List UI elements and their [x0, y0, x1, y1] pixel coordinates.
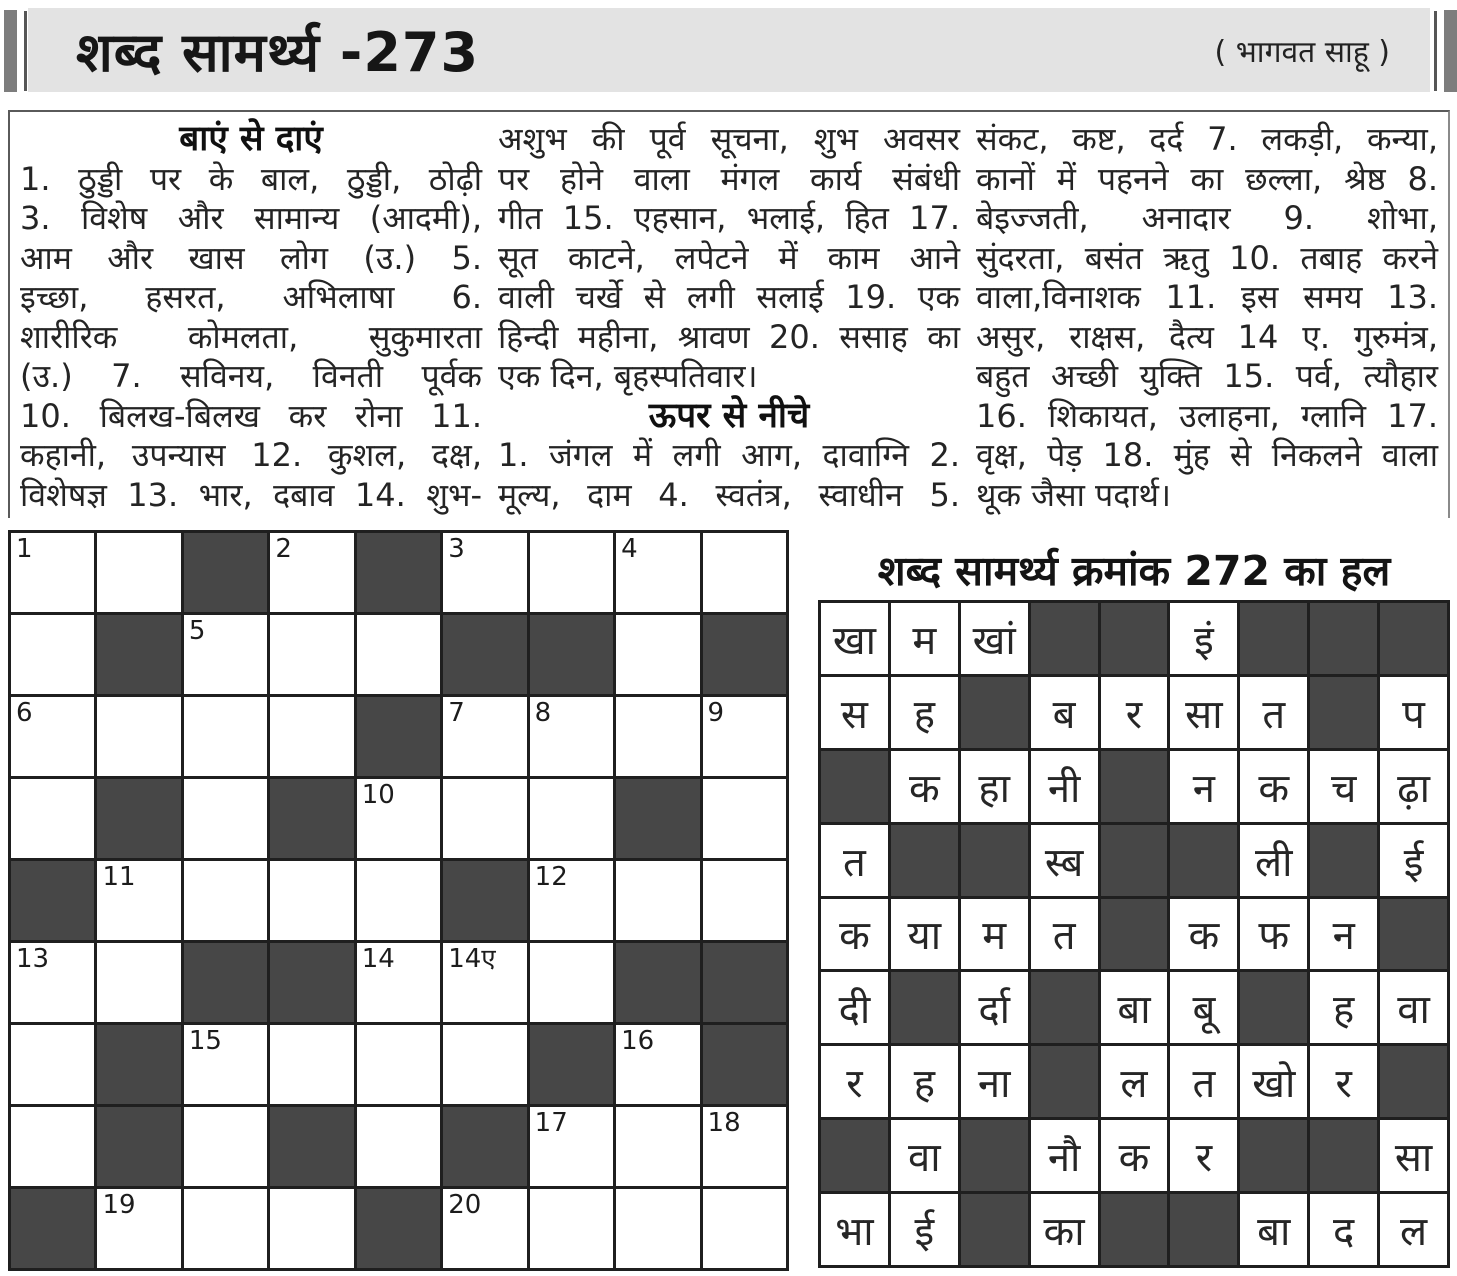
- clues-section: [8, 110, 1450, 518]
- puzzle-block-cell: [616, 779, 699, 858]
- clue-line: सूत काटने, लपेटने में काम आने: [498, 238, 960, 277]
- puzzle-cell[interactable]: [616, 697, 699, 776]
- solution-letter-cell: हा: [961, 751, 1028, 822]
- solution-letter-cell: बू: [1170, 972, 1237, 1043]
- solution-letter-cell: सा: [1170, 677, 1237, 748]
- solution-block-cell: [1240, 603, 1307, 674]
- solution-letter-cell: म: [961, 899, 1028, 970]
- clue-number: 7: [448, 698, 465, 728]
- puzzle-cell[interactable]: [530, 697, 613, 776]
- puzzle-block-cell: [530, 1025, 613, 1104]
- clue-number: 6: [16, 698, 33, 728]
- puzzle-cell[interactable]: [357, 943, 440, 1022]
- puzzle-cell[interactable]: [270, 861, 353, 940]
- solution-letter-cell: का: [1031, 1194, 1098, 1265]
- clue-number: 10: [361, 780, 395, 810]
- puzzle-block-cell: [357, 533, 440, 612]
- solution-letter-cell: वा: [1380, 972, 1447, 1043]
- clue-number: 3: [448, 534, 465, 564]
- puzzle-block-cell: [357, 697, 440, 776]
- puzzle-cell[interactable]: [11, 779, 94, 858]
- clue-number: 18: [707, 1108, 741, 1138]
- clue-line: इच्छा, हसरत, अभिलाषा 6.: [20, 278, 482, 316]
- solution-letter-cell: वा: [891, 1120, 958, 1191]
- clue-number: 2: [275, 534, 292, 564]
- solution-letter-cell: फ: [1240, 899, 1307, 970]
- puzzle-cell[interactable]: [184, 1107, 267, 1186]
- solution-letter-cell: सा: [1380, 1120, 1447, 1191]
- puzzle-cell[interactable]: [270, 697, 353, 776]
- puzzle-cell[interactable]: [530, 533, 613, 612]
- solution-block-cell: [1101, 825, 1168, 896]
- solution-letter-cell: ली: [1240, 825, 1307, 896]
- clue-line: शारीरिक कोमलता, सुकुमारता: [20, 317, 482, 356]
- solution-letter-cell: खा: [821, 603, 888, 674]
- puzzle-cell[interactable]: [97, 697, 180, 776]
- solution-letter-cell: या: [891, 899, 958, 970]
- clue-line: 1. ठुड्डी पर के बाल, ठुड्डी, ठोढ़ी: [20, 159, 482, 198]
- puzzle-block-cell: [357, 1189, 440, 1268]
- puzzle-cell[interactable]: [270, 615, 353, 694]
- solution-block-cell: [891, 972, 958, 1043]
- clue-line: 3. विशेष और सामान्य (आदमी),: [20, 199, 482, 237]
- clue-line: अशुभ की पूर्व सूचना, शुभ अवसर: [498, 120, 960, 158]
- clue-number: 13: [16, 944, 50, 974]
- solution-letter-cell: र: [1101, 677, 1168, 748]
- clue-column-1: [20, 120, 482, 518]
- solution-block-cell: [1240, 1120, 1307, 1191]
- clue-number: 14ए: [448, 944, 496, 974]
- solution-letter-cell: बा: [1101, 972, 1168, 1043]
- puzzle-cell[interactable]: [616, 1025, 699, 1104]
- puzzle-cell[interactable]: [357, 615, 440, 694]
- puzzle-cell[interactable]: [270, 1025, 353, 1104]
- puzzle-cell[interactable]: [616, 1107, 699, 1186]
- clue-column-2: [498, 120, 960, 518]
- puzzle-cell[interactable]: [184, 615, 267, 694]
- clue-line: गीत 15. एहसान, भलाई, हित 17.: [498, 199, 960, 237]
- solution-letter-cell: र: [821, 1046, 888, 1117]
- puzzle-cell[interactable]: [530, 1189, 613, 1268]
- solution-block-cell: [1310, 1120, 1377, 1191]
- puzzle-cell[interactable]: [443, 1025, 526, 1104]
- puzzle-cell[interactable]: [530, 779, 613, 858]
- clue-line: थूक जैसा पदार्थ।: [976, 475, 1172, 514]
- clue-number: 15: [188, 1026, 222, 1056]
- page-edge-rule-right: [1434, 11, 1437, 91]
- clue-line: संकट, कष्ट, दर्द 7. लकड़ी, कन्या,: [976, 120, 1438, 158]
- solution-letter-cell: दी: [821, 972, 888, 1043]
- puzzle-cell[interactable]: [270, 1189, 353, 1268]
- puzzle-cell[interactable]: [11, 533, 94, 612]
- puzzle-block-cell: [11, 861, 94, 940]
- clue-number: 11: [102, 862, 136, 892]
- clue-line: 1. जंगल में लगी आग, दावाग्नि 2.: [498, 436, 960, 474]
- clue-line: 10. बिलख-बिलख कर रोना 11.: [20, 396, 482, 435]
- puzzle-block-cell: [443, 1107, 526, 1186]
- puzzle-cell[interactable]: [616, 1189, 699, 1268]
- solution-letter-cell: प: [1380, 677, 1447, 748]
- clue-number: 12: [534, 862, 568, 892]
- solution-letter-cell: ब: [1031, 677, 1098, 748]
- clue-column-3: [976, 120, 1438, 518]
- solution-letter-cell: ल: [1380, 1194, 1447, 1265]
- solution-letter-cell: द: [1310, 1194, 1377, 1265]
- puzzle-block-cell: [530, 615, 613, 694]
- puzzle-cell[interactable]: [11, 1107, 94, 1186]
- puzzle-cell[interactable]: [357, 1025, 440, 1104]
- solution-letter-cell: न: [1170, 751, 1237, 822]
- solution-letter-cell: ह: [891, 677, 958, 748]
- solution-letter-cell: इं: [1170, 603, 1237, 674]
- solution-letter-cell: क: [821, 899, 888, 970]
- solution-block-cell: [1101, 1194, 1168, 1265]
- clue-number: 19: [102, 1190, 136, 1220]
- puzzle-cell[interactable]: [530, 861, 613, 940]
- solution-title: शब्द सामर्थ्य क्रमांक 272 का हल: [877, 547, 1391, 595]
- puzzle-block-cell: [184, 533, 267, 612]
- solution-block-cell: [1170, 1194, 1237, 1265]
- solution-letter-cell: खो: [1240, 1046, 1307, 1117]
- puzzle-cell[interactable]: [703, 1107, 786, 1186]
- solution-letter-cell: नौ: [1031, 1120, 1098, 1191]
- solution-block-cell: [961, 1120, 1028, 1191]
- puzzle-cell[interactable]: [443, 1189, 526, 1268]
- page-edge-rule-left: [24, 11, 27, 91]
- solution-grid: [818, 600, 1450, 1268]
- puzzle-cell[interactable]: [97, 1189, 180, 1268]
- puzzle-cell[interactable]: [11, 697, 94, 776]
- solution-letter-cell: ना: [961, 1046, 1028, 1117]
- solution-letter-cell: त: [1031, 899, 1098, 970]
- puzzle-cell[interactable]: [443, 533, 526, 612]
- puzzle-cell[interactable]: [357, 861, 440, 940]
- puzzle-cell[interactable]: [97, 533, 180, 612]
- solution-letter-cell: ल: [1101, 1046, 1168, 1117]
- puzzle-cell[interactable]: [184, 1189, 267, 1268]
- puzzle-cell[interactable]: [616, 861, 699, 940]
- solution-block-cell: [1310, 825, 1377, 896]
- solution-block-cell: [961, 1194, 1028, 1265]
- clue-line: एक दिन, बृहस्पतिवार।: [498, 357, 758, 395]
- solution-block-cell: [1310, 603, 1377, 674]
- clue-heading: ऊपर से नीचे: [648, 395, 810, 436]
- solution-block-cell: [1170, 825, 1237, 896]
- clue-line: असुर, राक्षस, दैत्य 14 ए. गुरुमंत्र,: [976, 317, 1438, 356]
- solution-block-cell: [891, 825, 958, 896]
- clue-line: वाली चर्खे से लगी सलाई 19. एक: [498, 278, 960, 316]
- clue-line: सुंदरता, बसंत ऋतु 10. तबाह करने: [976, 238, 1438, 277]
- puzzle-cell[interactable]: [184, 779, 267, 858]
- page-title: शब्द सामर्थ्य -273: [76, 21, 480, 84]
- solution-letter-cell: भा: [821, 1194, 888, 1265]
- clue-line: मूल्य, दाम 4. स्वतंत्र, स्वाधीन 5.: [498, 475, 960, 514]
- puzzle-cell[interactable]: [11, 1025, 94, 1104]
- solution-letter-cell: ह: [1310, 972, 1377, 1043]
- solution-block-cell: [961, 677, 1028, 748]
- clue-line: कहानी, उपन्यास 12. कुशल, दक्ष,: [20, 436, 482, 474]
- solution-block-cell: [1380, 1046, 1447, 1117]
- solution-letter-cell: क: [1170, 899, 1237, 970]
- puzzle-block-cell: [97, 615, 180, 694]
- clue-number: 14: [361, 944, 395, 974]
- solution-letter-cell: ढ़ा: [1380, 751, 1447, 822]
- puzzle-cell[interactable]: [11, 615, 94, 694]
- puzzle-cell[interactable]: [443, 943, 526, 1022]
- puzzle-block-cell: [270, 943, 353, 1022]
- puzzle-cell[interactable]: [184, 861, 267, 940]
- clue-line: 16. शिकायत, उलाहना, ग्लानि 17.: [976, 396, 1438, 435]
- puzzle-block-cell: [270, 779, 353, 858]
- solution-letter-cell: र्दा: [961, 972, 1028, 1043]
- clue-line: (उ.) 7. सविनय, विनती पूर्वक: [20, 357, 482, 395]
- clue-heading: बाएं से दाएं: [179, 119, 323, 159]
- solution-letter-cell: स्ब: [1031, 825, 1098, 896]
- solution-block-cell: [1380, 603, 1447, 674]
- clue-number: 5: [188, 616, 206, 646]
- solution-block-cell: [1101, 751, 1168, 822]
- solution-letter-cell: त: [1170, 1046, 1237, 1117]
- puzzle-block-cell: [443, 861, 526, 940]
- solution-letter-cell: खां: [961, 603, 1028, 674]
- puzzle-cell[interactable]: [443, 779, 526, 858]
- puzzle-cell[interactable]: [703, 779, 786, 858]
- clue-number: 17: [534, 1108, 568, 1138]
- puzzle-cell[interactable]: [530, 943, 613, 1022]
- solution-letter-cell: म: [891, 603, 958, 674]
- clue-number: 20: [448, 1190, 482, 1220]
- clue-line: हिन्दी महीना, श्रावण 20. ससाह का: [498, 317, 960, 356]
- puzzle-cell[interactable]: [703, 533, 786, 612]
- puzzle-block-cell: [703, 943, 786, 1022]
- clue-number: 4: [621, 534, 638, 564]
- clue-line: बहुत अच्छी युक्ति 15. पर्व, त्यौहार: [976, 357, 1438, 395]
- puzzle-cell[interactable]: [530, 1107, 613, 1186]
- puzzle-cell[interactable]: [184, 1025, 267, 1104]
- puzzle-cell[interactable]: [616, 533, 699, 612]
- puzzle-block-cell: [616, 943, 699, 1022]
- solution-letter-cell: क: [1101, 1120, 1168, 1191]
- puzzle-block-cell: [11, 1189, 94, 1268]
- solution-block-cell: [1031, 1046, 1098, 1117]
- solution-letter-cell: ई: [1380, 825, 1447, 896]
- clue-line: आम और खास लोग (उ.) 5.: [20, 238, 482, 277]
- puzzle-block-cell: [703, 1025, 786, 1104]
- solution-letter-cell: न: [1310, 899, 1377, 970]
- puzzle-cell[interactable]: [616, 615, 699, 694]
- clue-line: कानों में पहनने का छल्ला, श्रेष्ठ 8.: [976, 159, 1438, 198]
- solution-letter-cell: क: [1240, 751, 1307, 822]
- puzzle-block-cell: [703, 615, 786, 694]
- solution-block-cell: [1380, 899, 1447, 970]
- solution-block-cell: [1240, 972, 1307, 1043]
- clue-number: 9: [707, 698, 725, 728]
- clue-number: 1: [16, 534, 33, 564]
- solution-block-cell: [1031, 972, 1098, 1043]
- clue-line: वृक्ष, पेड़ 18. मुंह से निकलने वाला: [976, 436, 1438, 474]
- solution-block-cell: [821, 751, 888, 822]
- puzzle-block-cell: [443, 615, 526, 694]
- puzzle-cell[interactable]: [443, 697, 526, 776]
- solution-letter-cell: स: [821, 677, 888, 748]
- puzzle-block-cell: [270, 1107, 353, 1186]
- clue-number: 8: [534, 698, 552, 728]
- puzzle-cell[interactable]: [703, 861, 786, 940]
- puzzle-cell[interactable]: [703, 697, 786, 776]
- clue-line: पर होने वाला मंगल कार्य संबंधी: [498, 159, 960, 198]
- solution-block-cell: [1310, 677, 1377, 748]
- solution-letter-cell: र: [1310, 1046, 1377, 1117]
- puzzle-cell[interactable]: [270, 533, 353, 612]
- solution-letter-cell: बा: [1240, 1194, 1307, 1265]
- solution-letter-cell: र: [1170, 1120, 1237, 1191]
- solution-letter-cell: ई: [891, 1194, 958, 1265]
- puzzle-block-cell: [184, 943, 267, 1022]
- puzzle-cell[interactable]: [97, 943, 180, 1022]
- puzzle-cell[interactable]: [357, 779, 440, 858]
- puzzle-block-cell: [97, 779, 180, 858]
- puzzle-block-cell: [97, 1107, 180, 1186]
- author-byline: ( भागवत साहू ): [1214, 34, 1390, 70]
- solution-letter-cell: क: [891, 751, 958, 822]
- solution-letter-cell: च: [1310, 751, 1377, 822]
- solution-block-cell: [961, 825, 1028, 896]
- puzzle-cell[interactable]: [357, 1107, 440, 1186]
- masthead: [28, 8, 1430, 92]
- clue-line: वाला,विनाशक 11. इस समय 13.: [976, 278, 1438, 316]
- clue-line: विशेषज्ञ 13. भार, दबाव 14. शुभ-: [20, 475, 482, 514]
- solution-letter-cell: ह: [891, 1046, 958, 1117]
- puzzle-cell[interactable]: [184, 697, 267, 776]
- puzzle-cell[interactable]: [703, 1189, 786, 1268]
- puzzle-block-cell: [97, 1025, 180, 1104]
- clue-line: बेइज्जती, अनादार 9. शोभा,: [976, 199, 1438, 237]
- puzzle-cell[interactable]: [97, 861, 180, 940]
- puzzle-grid: [8, 530, 789, 1271]
- clue-number: 16: [621, 1026, 655, 1056]
- page-edge-strip-left: [4, 10, 17, 92]
- puzzle-cell[interactable]: [11, 943, 94, 1022]
- solution-block-cell: [1101, 899, 1168, 970]
- solution-block-cell: [1031, 603, 1098, 674]
- solution-letter-cell: त: [821, 825, 888, 896]
- solution-letter-cell: त: [1240, 677, 1307, 748]
- solution-block-cell: [1101, 603, 1168, 674]
- solution-letter-cell: नी: [1031, 751, 1098, 822]
- page-edge-strip-right: [1444, 10, 1457, 92]
- solution-block-cell: [821, 1120, 888, 1191]
